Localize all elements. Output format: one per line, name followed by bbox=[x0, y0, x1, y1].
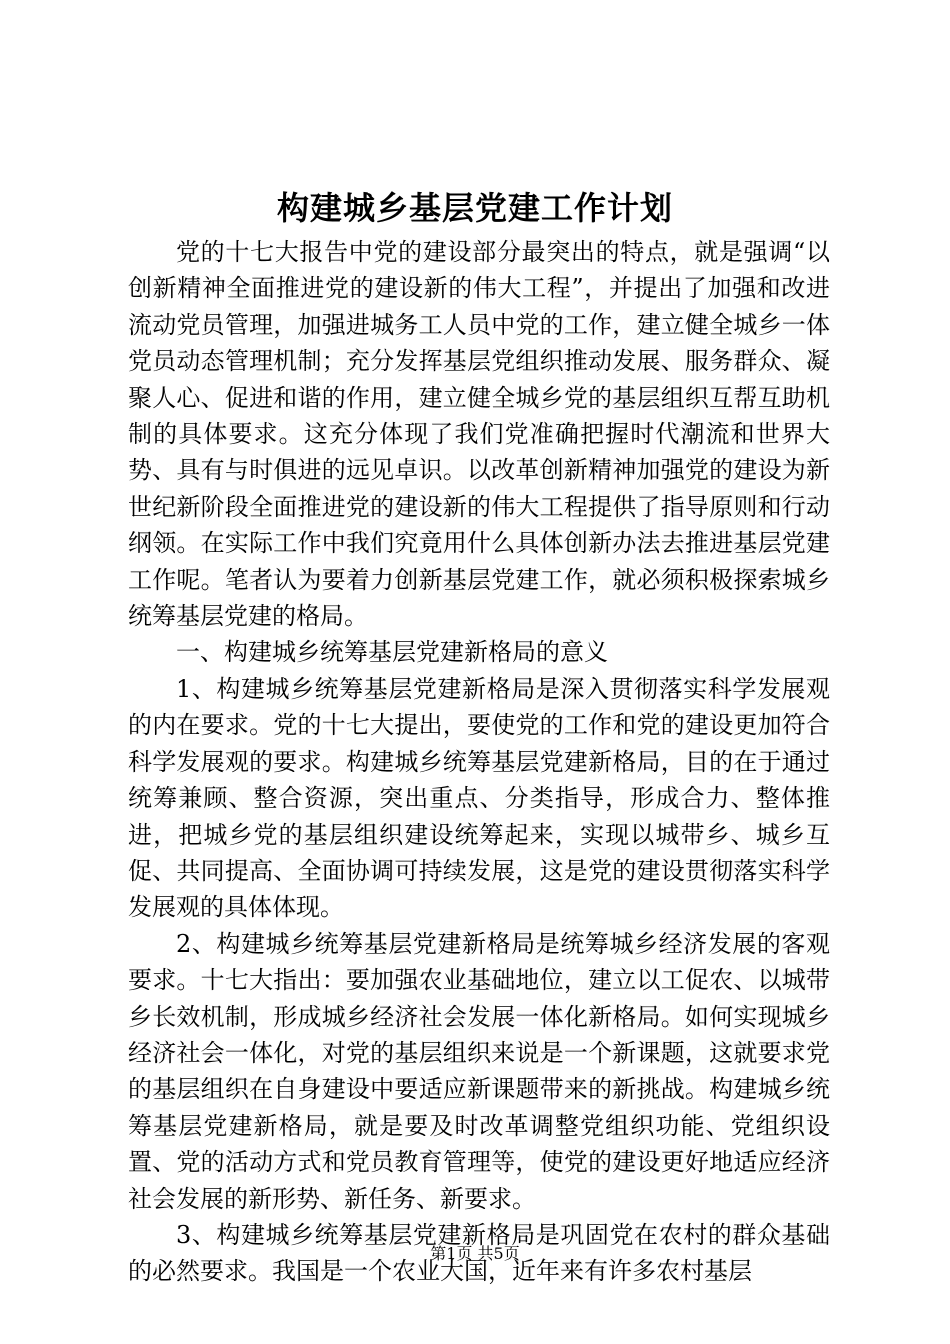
document-body bbox=[128, 234, 830, 1290]
paragraph-point-1: 1、构建城乡统筹基层党建新格局是深入贯彻落实科学发展观的内在要求。党的十七大提出，要使党的工作和党的建设更加符合科学发展观的要求。构建城乡统筹基层党建新格局，目的在于通过统筹兼顾、整合资源，突出重点、分类指导，形成合力、整体推进，把城乡党的基层组织建设统筹起来，实现以城带乡、城乡互促、共同提高、全面协调可持续发展，这是党的建设贯彻落实科学发展观的具体体现。 bbox=[128, 674, 830, 922]
paragraph-point-2: 2、构建城乡统筹基层党建新格局是统筹城乡经济发展的客观要求。十七大指出：要加强农业基础地位，建立以工促农、以城带乡长效机制，形成城乡经济社会发展一体化新格局。如何实现城乡经济社会一体化，对党的基层组织来说是一个新课题，这就要求党的基层组织在自身建设中要适应新课题带来的新挑战。构建城乡统筹基层党建新格局，就是要及时改革调整党组织功能、党组织设置、党的活动方式和党员教育管理等，使党的建设更好地适应经济社会发展的新形势、新任务、新要求。 bbox=[128, 929, 830, 1213]
document-title: 构建城乡基层党建工作计划 bbox=[276, 189, 673, 227]
page-footer: 第1页 共5页 bbox=[430, 1244, 520, 1263]
paragraph-point-3: 3、构建城乡统筹基层党建新格局是巩固党在农村的群众基础的必然要求。我国是一个农业大国，近年来有许多农村基层 bbox=[128, 1220, 830, 1286]
paragraph-intro: 党的十七大报告中党的建设部分最突出的特点，就是强调“以创新精神全面推进党的建设新的伟大工程”，并提出了加强和改进流动党员管理，加强进城务工人员中党的工作，建立健全城乡一体党员动态管理机制；充分发挥基层党组织推动发展、服务群众、凝聚人心、促进和谐的作用，建立健全城乡党的基层组织互帮互助机制的具体要求。这充分体现了我们党准确把握时代潮流和世界大势、具有与时俱进的远见卓识。以改革创新精神加强党的建设为新世纪新阶段全面推进党的建设新的伟大工程提供了指导原则和行动纲领。在实际工作中我们究竟用什么具体创新办法去推进基层党建工作呢。笔者认为要着力创新基层党建工作，就必须积极探索城乡统筹基层党建的格局。 bbox=[128, 238, 830, 631]
section-heading: 一、构建城乡统筹基层党建新格局的意义 bbox=[176, 638, 608, 667]
